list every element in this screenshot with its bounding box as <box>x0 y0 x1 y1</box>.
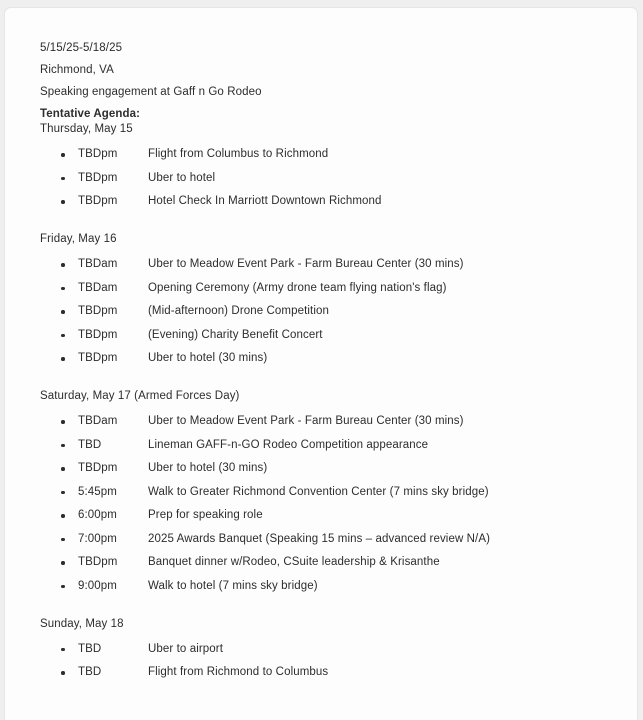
trip-date-range: 5/15/25-5/18/25 <box>40 42 123 54</box>
bullet-icon <box>61 310 65 314</box>
bullet-icon <box>61 467 65 471</box>
document-page <box>5 8 637 720</box>
item-time: TBD <box>78 642 102 655</box>
item-time: TBDpm <box>78 195 118 207</box>
item-description: (Evening) Charity Benefit Concert <box>148 328 323 341</box>
bullet-icon <box>61 491 65 495</box>
item-description: Uber to hotel (30 mins) <box>148 352 268 364</box>
agenda-item <box>40 532 602 547</box>
item-description: Walk to hotel (7 mins sky bridge) <box>148 579 318 592</box>
agenda-item <box>40 414 602 429</box>
item-time: TBDpm <box>78 352 118 364</box>
agenda-list <box>40 147 602 209</box>
item-description: Uber to hotel (30 mins) <box>148 462 268 474</box>
agenda-list <box>40 257 602 366</box>
item-description: Lineman GAFF-n-GO Rodeo Competition appearance <box>148 438 429 451</box>
agenda-heading: Tentative Agenda: <box>40 108 141 120</box>
item-description: Uber to hotel <box>148 171 216 184</box>
bullet-icon <box>61 420 65 424</box>
agenda-item <box>40 171 602 186</box>
trip-location: Richmond, VA <box>40 64 114 76</box>
bullet-icon <box>61 334 65 338</box>
day-title: Thursday, May 15 <box>40 123 133 135</box>
item-time: 9:00pm <box>78 579 117 592</box>
bullet-icon <box>61 153 65 157</box>
agenda-item <box>40 351 602 366</box>
bullet-icon <box>61 444 65 448</box>
agenda-item <box>40 508 602 523</box>
bullet-icon <box>61 561 65 565</box>
bullet-icon <box>61 177 65 181</box>
item-time: TBD <box>78 666 102 678</box>
item-description: Opening Ceremony (Army drone team flying nation's flag) <box>148 281 447 294</box>
day-section <box>40 617 602 681</box>
day-section <box>40 232 602 366</box>
agenda-item <box>40 257 602 272</box>
item-description: Walk to Greater Richmond Convention Center (7 mins sky bridge) <box>148 485 489 498</box>
agenda-item <box>40 642 602 657</box>
item-description: Banquet dinner w/Rodeo, CSuite leadership & Krisanthe <box>148 556 440 568</box>
agenda-item <box>40 579 602 594</box>
item-description: Uber to Meadow Event Park - Farm Bureau Center (30 mins) <box>148 415 464 427</box>
agenda-item <box>40 555 602 570</box>
item-description: Hotel Check In Marriott Downtown Richmond <box>148 195 382 207</box>
item-time: 5:45pm <box>78 485 117 498</box>
item-time: TBDpm <box>78 556 118 568</box>
day-title: Sunday, May 18 <box>40 617 124 630</box>
bullet-icon <box>61 263 65 267</box>
bullet-icon <box>61 585 65 589</box>
item-description: Flight from Columbus to Richmond <box>148 148 329 160</box>
bullet-icon <box>61 357 65 361</box>
agenda-item <box>40 485 602 500</box>
item-time: TBD <box>78 438 102 451</box>
bullet-icon <box>61 200 65 204</box>
item-time: TBDam <box>78 281 118 294</box>
agenda-days <box>40 122 602 680</box>
bullet-icon <box>61 538 65 542</box>
item-time: 6:00pm <box>78 509 117 521</box>
bullet-icon <box>61 514 65 518</box>
item-time: TBDam <box>78 415 118 427</box>
item-time: TBDpm <box>78 305 118 317</box>
item-time: TBDpm <box>78 462 118 474</box>
day-title: Saturday, May 17 (Armed Forces Day) <box>40 390 240 402</box>
document-content <box>5 8 637 680</box>
day-section <box>40 389 602 594</box>
item-time: TBDpm <box>78 148 118 160</box>
item-description: Flight from Richmond to Columbus <box>148 666 329 678</box>
agenda-item <box>40 461 602 476</box>
bullet-icon <box>61 287 65 291</box>
item-time: 7:00pm <box>78 532 117 545</box>
agenda-item <box>40 328 602 343</box>
agenda-item <box>40 438 602 453</box>
agenda-item <box>40 281 602 296</box>
bullet-icon <box>61 671 65 675</box>
day-title: Friday, May 16 <box>40 233 117 245</box>
agenda-item <box>40 665 602 680</box>
day-section <box>40 122 602 209</box>
agenda-item <box>40 147 602 162</box>
item-description: Uber to airport <box>148 642 224 655</box>
item-description: 2025 Awards Banquet (Speaking 15 mins – advanced review N/A) <box>148 532 491 545</box>
agenda-list <box>40 642 602 681</box>
bullet-icon <box>61 648 65 652</box>
item-time: TBDpm <box>78 171 118 184</box>
item-description: Uber to Meadow Event Park - Farm Bureau Center (30 mins) <box>148 258 464 270</box>
item-description: Prep for speaking role <box>148 509 263 521</box>
agenda-item <box>40 194 602 209</box>
agenda-list <box>40 414 602 594</box>
item-description: (Mid-afternoon) Drone Competition <box>148 305 329 317</box>
item-time: TBDam <box>78 258 118 270</box>
item-time: TBDpm <box>78 328 118 341</box>
trip-summary: Speaking engagement at Gaff n Go Rodeo <box>40 86 262 98</box>
agenda-item <box>40 304 602 319</box>
